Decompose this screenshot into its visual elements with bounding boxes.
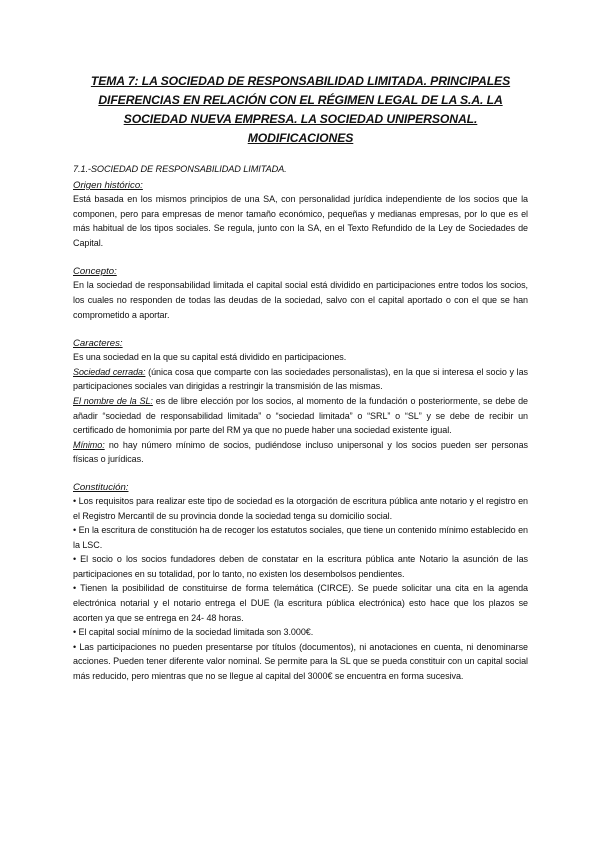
caracteres-item xyxy=(73,365,528,394)
caracteres-intro: Es una sociedad en la que su capital está dividido en participaciones. xyxy=(73,352,347,363)
constitucion-bullet: • Las participaciones no pueden presentarse por títulos (documentos), ni anotaciones en cuenta, ni denominarse acciones. Pueden tener diferente valor nominal. Se permite para la SL que se pueda constituir con un capital social más reducido, pero mientras que no se llegue al capital del 3000€ se encuentra en forma sucesiva. xyxy=(73,641,528,682)
caracteres-item-text: (única cosa que comparte con las sociedades personalistas), en la que si interesa el socio y las participaciones sociales van dirigidas a restringir la transmisión de las mismas. xyxy=(73,366,529,392)
constitucion-bullet: • Los requisitos para realizar este tipo de sociedad es la otorgación de escritura pública ante notario y el registro en el Registro Mercantil de su provincia donde la sociedad tenga su domicilio social. xyxy=(73,495,528,521)
caracteres-heading: Caracteres: xyxy=(73,338,123,350)
constitucion-bullet: • El socio o los socios fundadores deben de constatar en la escritura pública ante Notario la asunción de las participaciones en su totalidad, por lo tanto, no existen los desembolsos pendientes. xyxy=(73,554,528,579)
constitucion-bullet: • Tienen la posibilidad de constituirse de forma telemática (CIRCE). Se puede solicitar una cita en la agenda electrónica notarial y el notario entrega el DUE (la escritura pública electrónica) esto hace que los plazos se acorten ya que se entrega en 24- 48 horas. xyxy=(73,583,528,623)
document-title: TEMA 7: LA SOCIEDAD DE RESPONSABILIDAD LIMITADA. PRINCIPALES DIFERENCIAS EN RELACIÓN CON EL RÉGIMEN LEGAL DE LA S.A. LA SOCIEDAD NUEVA EMPRESA. LA SOCIEDAD UNIPERSONAL. MODIFICACIONES xyxy=(90,74,511,145)
constitucion-bullet: • El capital social mínimo de la sociedad limitada son 3.000€. xyxy=(73,627,314,638)
caracteres-item xyxy=(73,438,528,467)
origen-text: Está basada en los mismos principios de una SA, con personalidad jurídica independiente de los socios que la componen, pero para empresas de menor tamaño económico, pequeñas y medianas empresas, por lo que es el más habitual de los tipos sociales. Se regula, junto con la SA, en el Texto Refundido de la Ley de Sociedades de Capital. xyxy=(73,194,528,248)
constitucion-heading: Constitución: xyxy=(73,481,129,493)
section-title: 7.1.-SOCIEDAD DE RESPONSABILIDAD LIMITADA. xyxy=(73,164,287,174)
caracteres-item-text: no hay número mínimo de socios, pudiéndose incluso unipersonal y los socios pueden ser personas físicas o jurídicas. xyxy=(73,439,528,465)
caracteres-item-text: es de libre elección por los socios, al momento de la fundación o posteriormente, se debe de añadir “sociedad de responsabilidad limitada” o “sociedad limitada” o “SRL” o “SL” y se debe de recibir un certificado de homonimia por parte del RM ya que no puede haber una sociedad existente igual. xyxy=(73,395,528,436)
document-page xyxy=(73,72,528,684)
caracteres-item-label: Mínimo: xyxy=(73,439,105,450)
constitucion-bullet: • En la escritura de constitución ha de recoger los estatutos sociales, que tiene un contenido mínimo establecido en la LSC. xyxy=(73,525,528,550)
caracteres-item-label: Sociedad cerrada: xyxy=(73,366,146,377)
caracteres-item xyxy=(73,394,528,438)
origen-heading: Origen histórico: xyxy=(73,180,143,191)
caracteres-item-label: El nombre de la SL: xyxy=(73,395,153,406)
concepto-text: En la sociedad de responsabilidad limitada el capital social está dividido en participaciones entre todos los socios, los cuales no responden de todas las deudas de la sociedad, salvo con el capital aportado o con el que se han comprometido a aportar. xyxy=(73,280,528,320)
concepto-heading: Concepto: xyxy=(73,266,117,278)
